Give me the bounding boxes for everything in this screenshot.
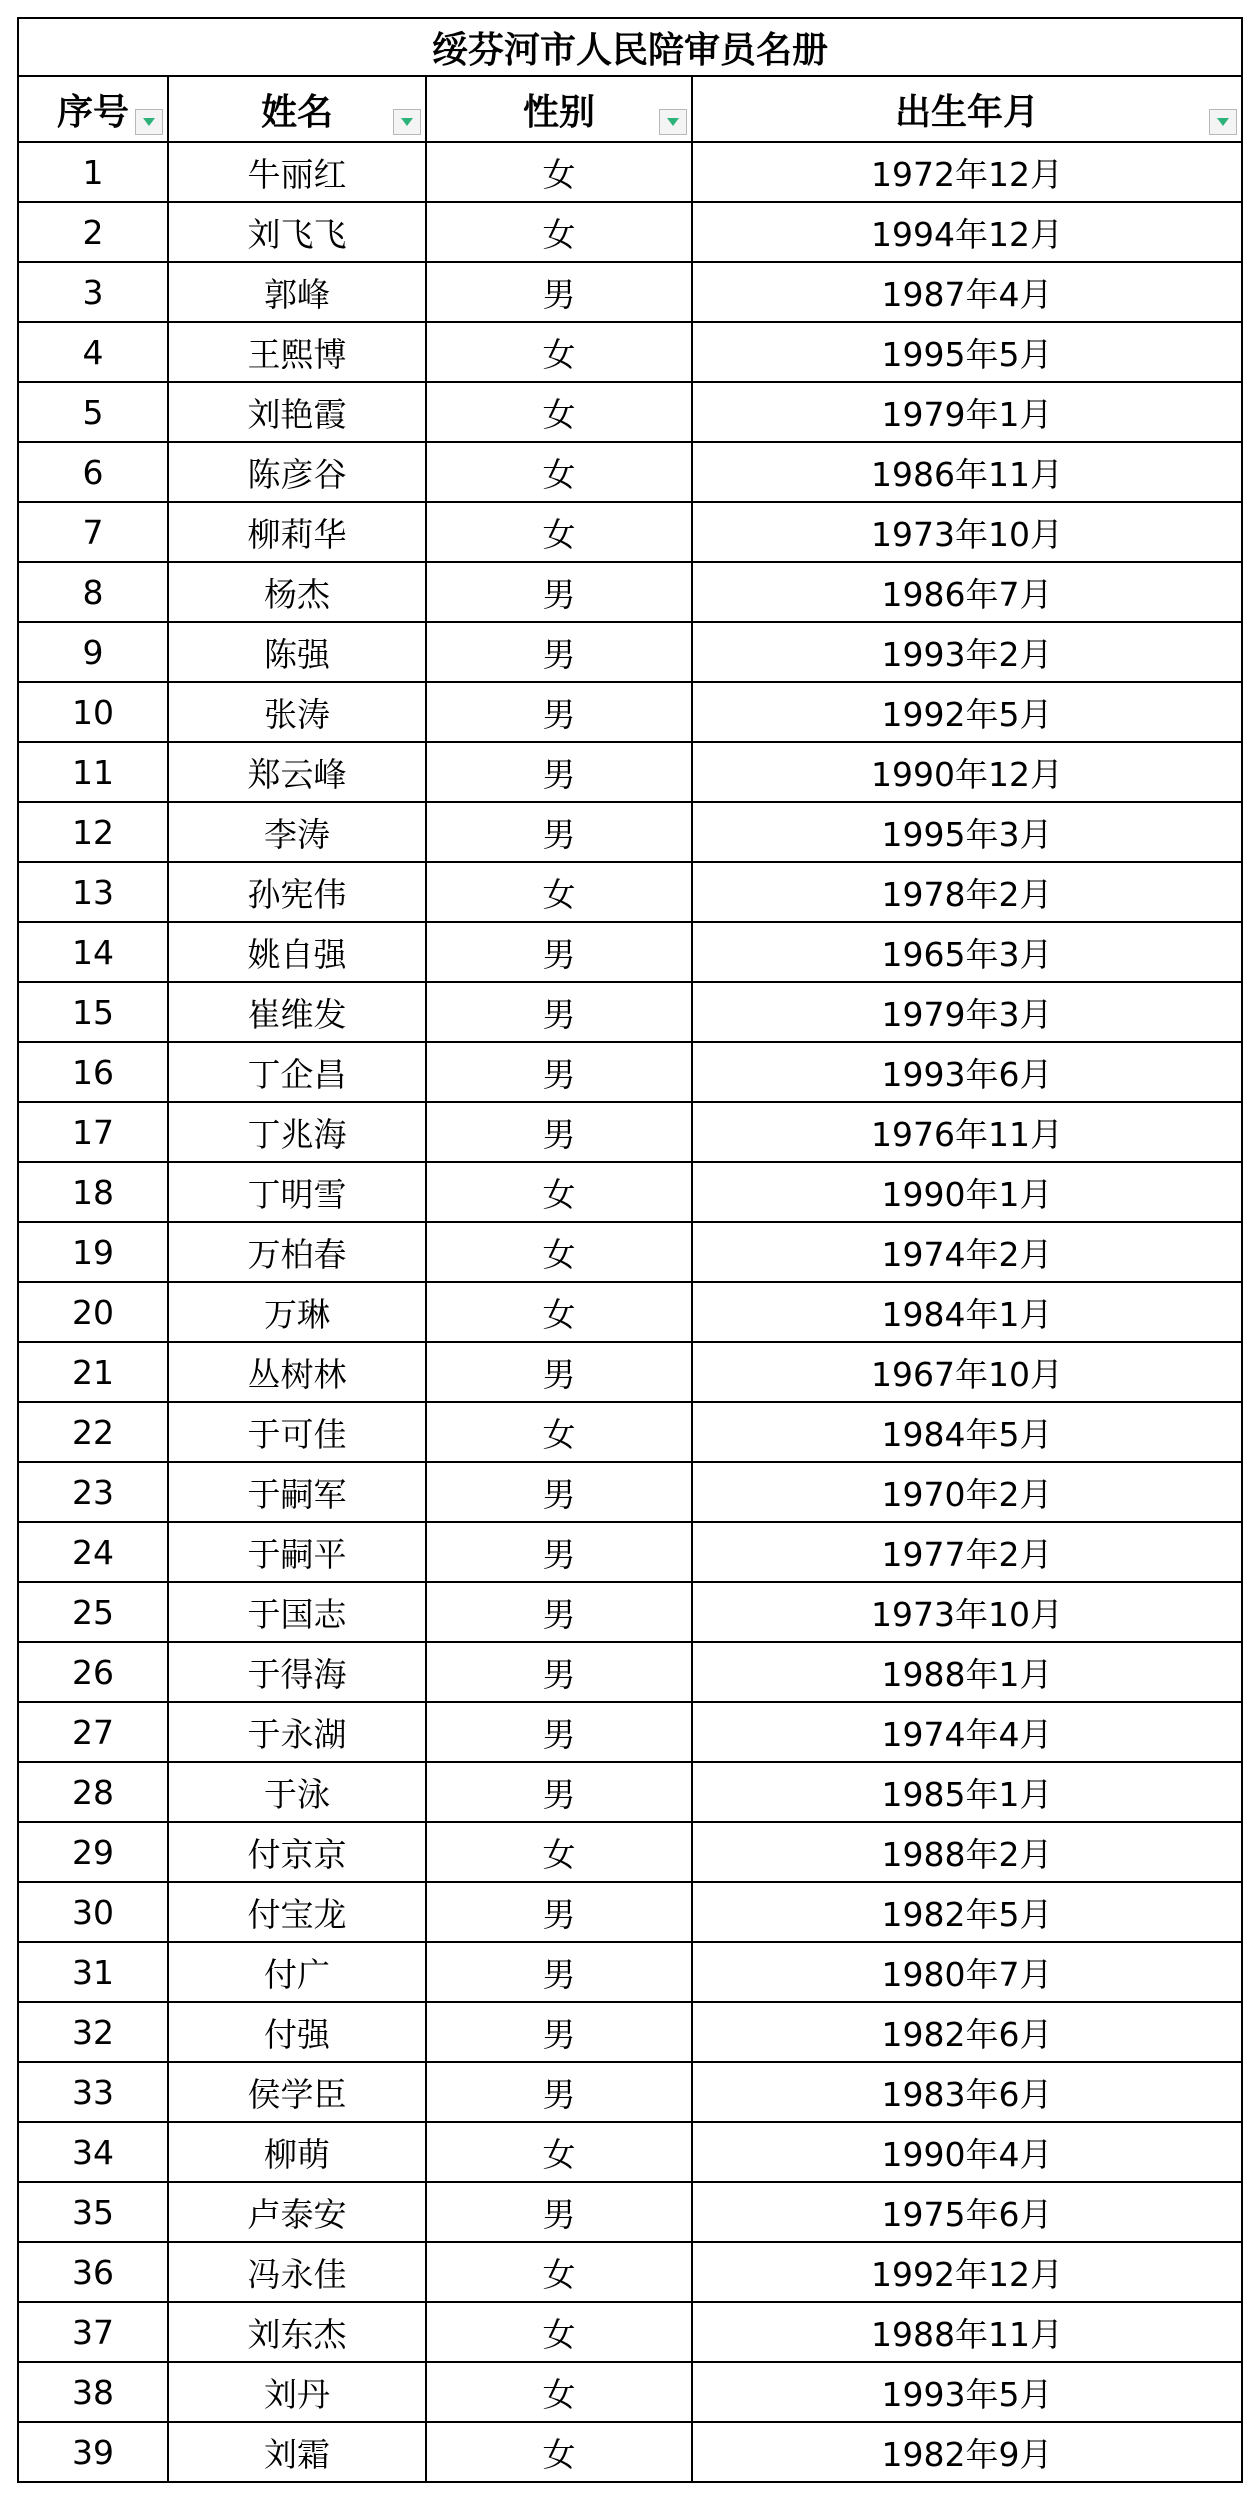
cell-name: 付京京: [168, 1822, 426, 1882]
cell-birth: 1979年3月: [692, 982, 1242, 1042]
cell-name: 万柏春: [168, 1222, 426, 1282]
cell-gender: 男: [426, 682, 692, 742]
dropdown-filter-icon: [1216, 117, 1230, 127]
table-row: [18, 622, 1242, 682]
dropdown-filter-icon: [400, 117, 414, 127]
cell-name: 付强: [168, 2002, 426, 2062]
cell-birth: 1982年9月: [692, 2422, 1242, 2482]
cell-gender: 男: [426, 982, 692, 1042]
cell-gender: 男: [426, 1582, 692, 1642]
cell-name: 于泳: [168, 1762, 426, 1822]
cell-name: 于得海: [168, 1642, 426, 1702]
cell-birth: 1990年4月: [692, 2122, 1242, 2182]
cell-name: 于国志: [168, 1582, 426, 1642]
cell-birth: 1992年5月: [692, 682, 1242, 742]
cell-index: 5: [18, 382, 168, 442]
cell-name: 于嗣平: [168, 1522, 426, 1582]
cell-gender: 女: [426, 2242, 692, 2302]
table-row: [18, 862, 1242, 922]
cell-index: 28: [18, 1762, 168, 1822]
table-row: [18, 562, 1242, 622]
cell-birth: 1992年12月: [692, 2242, 1242, 2302]
cell-index: 26: [18, 1642, 168, 1702]
cell-gender: 女: [426, 2302, 692, 2362]
cell-gender: 男: [426, 262, 692, 322]
table-row: [18, 382, 1242, 442]
cell-index: 30: [18, 1882, 168, 1942]
dropdown-filter-icon: [666, 117, 680, 127]
cell-index: 33: [18, 2062, 168, 2122]
column-header-index: [18, 76, 168, 142]
cell-name: 王熙博: [168, 322, 426, 382]
table-row: [18, 502, 1242, 562]
table-row: [18, 2182, 1242, 2242]
cell-index: 39: [18, 2422, 168, 2482]
cell-gender: 男: [426, 1642, 692, 1702]
filter-dropdown-button[interactable]: [393, 109, 421, 135]
table-row: [18, 2302, 1242, 2362]
table-row: [18, 1822, 1242, 1882]
cell-birth: 1970年2月: [692, 1462, 1242, 1522]
cell-gender: 男: [426, 2062, 692, 2122]
cell-birth: 1988年2月: [692, 1822, 1242, 1882]
cell-index: 3: [18, 262, 168, 322]
cell-index: 7: [18, 502, 168, 562]
cell-birth: 1976年11月: [692, 1102, 1242, 1162]
cell-name: 柳萌: [168, 2122, 426, 2182]
table-row: [18, 982, 1242, 1042]
cell-gender: 女: [426, 2362, 692, 2422]
table-row: [18, 922, 1242, 982]
cell-gender: 男: [426, 2182, 692, 2242]
roster-table: [17, 17, 1243, 2483]
cell-name: 万琳: [168, 1282, 426, 1342]
cell-gender: 女: [426, 2422, 692, 2482]
cell-index: 31: [18, 1942, 168, 2002]
cell-index: 24: [18, 1522, 168, 1582]
table-row: [18, 1402, 1242, 1462]
cell-gender: 女: [426, 322, 692, 382]
cell-index: 17: [18, 1102, 168, 1162]
cell-gender: 男: [426, 622, 692, 682]
cell-name: 李涛: [168, 802, 426, 862]
table-row: [18, 1222, 1242, 1282]
cell-name: 牛丽红: [168, 142, 426, 202]
cell-index: 20: [18, 1282, 168, 1342]
table-row: [18, 1942, 1242, 2002]
cell-gender: 女: [426, 1282, 692, 1342]
cell-gender: 男: [426, 1462, 692, 1522]
cell-name: 刘丹: [168, 2362, 426, 2422]
cell-birth: 1986年7月: [692, 562, 1242, 622]
cell-index: 9: [18, 622, 168, 682]
cell-name: 刘艳霞: [168, 382, 426, 442]
cell-index: 19: [18, 1222, 168, 1282]
cell-name: 柳莉华: [168, 502, 426, 562]
cell-birth: 1985年1月: [692, 1762, 1242, 1822]
cell-birth: 1982年6月: [692, 2002, 1242, 2062]
cell-birth: 1988年1月: [692, 1642, 1242, 1702]
cell-index: 22: [18, 1402, 168, 1462]
table-row: [18, 1522, 1242, 1582]
cell-index: 11: [18, 742, 168, 802]
table-row: [18, 202, 1242, 262]
cell-name: 刘飞飞: [168, 202, 426, 262]
cell-birth: 1990年12月: [692, 742, 1242, 802]
table-row: [18, 322, 1242, 382]
cell-name: 崔维发: [168, 982, 426, 1042]
table-row: [18, 1042, 1242, 1102]
cell-name: 张涛: [168, 682, 426, 742]
cell-gender: 女: [426, 1402, 692, 1462]
cell-name: 于可佳: [168, 1402, 426, 1462]
cell-name: 丁明雪: [168, 1162, 426, 1222]
table-row: [18, 1642, 1242, 1702]
cell-gender: 男: [426, 742, 692, 802]
table-row: [18, 1462, 1242, 1522]
table-row: [18, 1162, 1242, 1222]
cell-index: 34: [18, 2122, 168, 2182]
cell-name: 陈强: [168, 622, 426, 682]
cell-birth: 1974年4月: [692, 1702, 1242, 1762]
column-header-label: 序号: [56, 91, 129, 133]
cell-index: 12: [18, 802, 168, 862]
cell-gender: 女: [426, 1162, 692, 1222]
cell-name: 丁兆海: [168, 1102, 426, 1162]
cell-gender: 男: [426, 1522, 692, 1582]
cell-birth: 1982年5月: [692, 1882, 1242, 1942]
cell-gender: 女: [426, 2122, 692, 2182]
table-row: [18, 1342, 1242, 1402]
table-row: [18, 1582, 1242, 1642]
cell-birth: 1972年12月: [692, 142, 1242, 202]
cell-gender: 男: [426, 1942, 692, 2002]
cell-birth: 1984年5月: [692, 1402, 1242, 1462]
column-header-label: 出生年月: [895, 91, 1040, 133]
cell-name: 杨杰: [168, 562, 426, 622]
cell-birth: 1986年11月: [692, 442, 1242, 502]
cell-birth: 1973年10月: [692, 502, 1242, 562]
cell-name: 侯学臣: [168, 2062, 426, 2122]
cell-name: 姚自强: [168, 922, 426, 982]
cell-name: 丁企昌: [168, 1042, 426, 1102]
cell-gender: 男: [426, 562, 692, 622]
table-row: [18, 742, 1242, 802]
cell-name: 付宝龙: [168, 1882, 426, 1942]
cell-gender: 女: [426, 142, 692, 202]
table-row: [18, 2002, 1242, 2062]
cell-gender: 女: [426, 502, 692, 562]
cell-gender: 男: [426, 802, 692, 862]
column-header-birth: [692, 76, 1242, 142]
dropdown-filter-icon: [142, 117, 156, 127]
cell-birth: 1993年2月: [692, 622, 1242, 682]
cell-name: 冯永佳: [168, 2242, 426, 2302]
cell-index: 14: [18, 922, 168, 982]
column-header-label: 姓名: [260, 91, 333, 133]
cell-birth: 1990年1月: [692, 1162, 1242, 1222]
table-row: [18, 682, 1242, 742]
filter-dropdown-button[interactable]: [1209, 109, 1237, 135]
header-row: [18, 76, 1242, 142]
cell-index: 35: [18, 2182, 168, 2242]
cell-index: 1: [18, 142, 168, 202]
cell-name: 丛树林: [168, 1342, 426, 1402]
cell-name: 卢泰安: [168, 2182, 426, 2242]
cell-birth: 1979年1月: [692, 382, 1242, 442]
cell-birth: 1995年3月: [692, 802, 1242, 862]
cell-index: 21: [18, 1342, 168, 1402]
table-row: [18, 442, 1242, 502]
table-row: [18, 2362, 1242, 2422]
cell-index: 16: [18, 1042, 168, 1102]
cell-index: 4: [18, 322, 168, 382]
cell-gender: 女: [426, 382, 692, 442]
table-row: [18, 2422, 1242, 2482]
table-row: [18, 1282, 1242, 1342]
cell-birth: 1993年5月: [692, 2362, 1242, 2422]
cell-gender: 女: [426, 1222, 692, 1282]
cell-gender: 女: [426, 442, 692, 502]
cell-index: 6: [18, 442, 168, 502]
cell-birth: 1980年7月: [692, 1942, 1242, 2002]
filter-dropdown-button[interactable]: [135, 109, 163, 135]
table-row: [18, 1762, 1242, 1822]
table-row: [18, 1702, 1242, 1762]
cell-gender: 男: [426, 1102, 692, 1162]
cell-gender: 男: [426, 1042, 692, 1102]
cell-birth: 1993年6月: [692, 1042, 1242, 1102]
table-row: [18, 1102, 1242, 1162]
table-row: [18, 2242, 1242, 2302]
cell-index: 15: [18, 982, 168, 1042]
cell-birth: 1988年11月: [692, 2302, 1242, 2362]
cell-gender: 女: [426, 202, 692, 262]
cell-index: 23: [18, 1462, 168, 1522]
cell-index: 13: [18, 862, 168, 922]
cell-birth: 1977年2月: [692, 1522, 1242, 1582]
cell-birth: 1975年6月: [692, 2182, 1242, 2242]
table-row: [18, 262, 1242, 322]
table-row: [18, 142, 1242, 202]
cell-gender: 男: [426, 1342, 692, 1402]
cell-name: 郑云峰: [168, 742, 426, 802]
title-row: [18, 18, 1242, 76]
cell-index: 38: [18, 2362, 168, 2422]
table-row: [18, 1882, 1242, 1942]
cell-name: 付广: [168, 1942, 426, 2002]
table-row: [18, 802, 1242, 862]
cell-name: 孙宪伟: [168, 862, 426, 922]
cell-index: 2: [18, 202, 168, 262]
cell-gender: 男: [426, 2002, 692, 2062]
cell-name: 陈彦谷: [168, 442, 426, 502]
cell-name: 于永湖: [168, 1702, 426, 1762]
column-header-gender: [426, 76, 692, 142]
table-row: [18, 2122, 1242, 2182]
cell-index: 25: [18, 1582, 168, 1642]
cell-index: 27: [18, 1702, 168, 1762]
cell-birth: 1974年2月: [692, 1222, 1242, 1282]
cell-index: 32: [18, 2002, 168, 2062]
filter-dropdown-button[interactable]: [659, 109, 687, 135]
cell-birth: 1978年2月: [692, 862, 1242, 922]
cell-gender: 男: [426, 922, 692, 982]
cell-birth: 1965年3月: [692, 922, 1242, 982]
cell-gender: 男: [426, 1702, 692, 1762]
cell-name: 郭峰: [168, 262, 426, 322]
cell-gender: 男: [426, 1762, 692, 1822]
cell-birth: 1987年4月: [692, 262, 1242, 322]
cell-index: 10: [18, 682, 168, 742]
cell-birth: 1983年6月: [692, 2062, 1242, 2122]
cell-gender: 女: [426, 1822, 692, 1882]
cell-name: 刘东杰: [168, 2302, 426, 2362]
cell-birth: 1994年12月: [692, 202, 1242, 262]
cell-birth: 1973年10月: [692, 1582, 1242, 1642]
column-header-name: [168, 76, 426, 142]
table-title: 绥芬河市人民陪审员名册: [18, 18, 1242, 76]
cell-name: 刘霜: [168, 2422, 426, 2482]
cell-birth: 1995年5月: [692, 322, 1242, 382]
cell-name: 于嗣军: [168, 1462, 426, 1522]
table-row: [18, 2062, 1242, 2122]
cell-birth: 1967年10月: [692, 1342, 1242, 1402]
cell-gender: 女: [426, 862, 692, 922]
cell-index: 36: [18, 2242, 168, 2302]
cell-index: 29: [18, 1822, 168, 1882]
cell-index: 18: [18, 1162, 168, 1222]
cell-index: 37: [18, 2302, 168, 2362]
table-body: [18, 142, 1242, 2482]
cell-birth: 1984年1月: [692, 1282, 1242, 1342]
column-header-label: 性别: [522, 91, 595, 133]
cell-gender: 男: [426, 1882, 692, 1942]
cell-index: 8: [18, 562, 168, 622]
